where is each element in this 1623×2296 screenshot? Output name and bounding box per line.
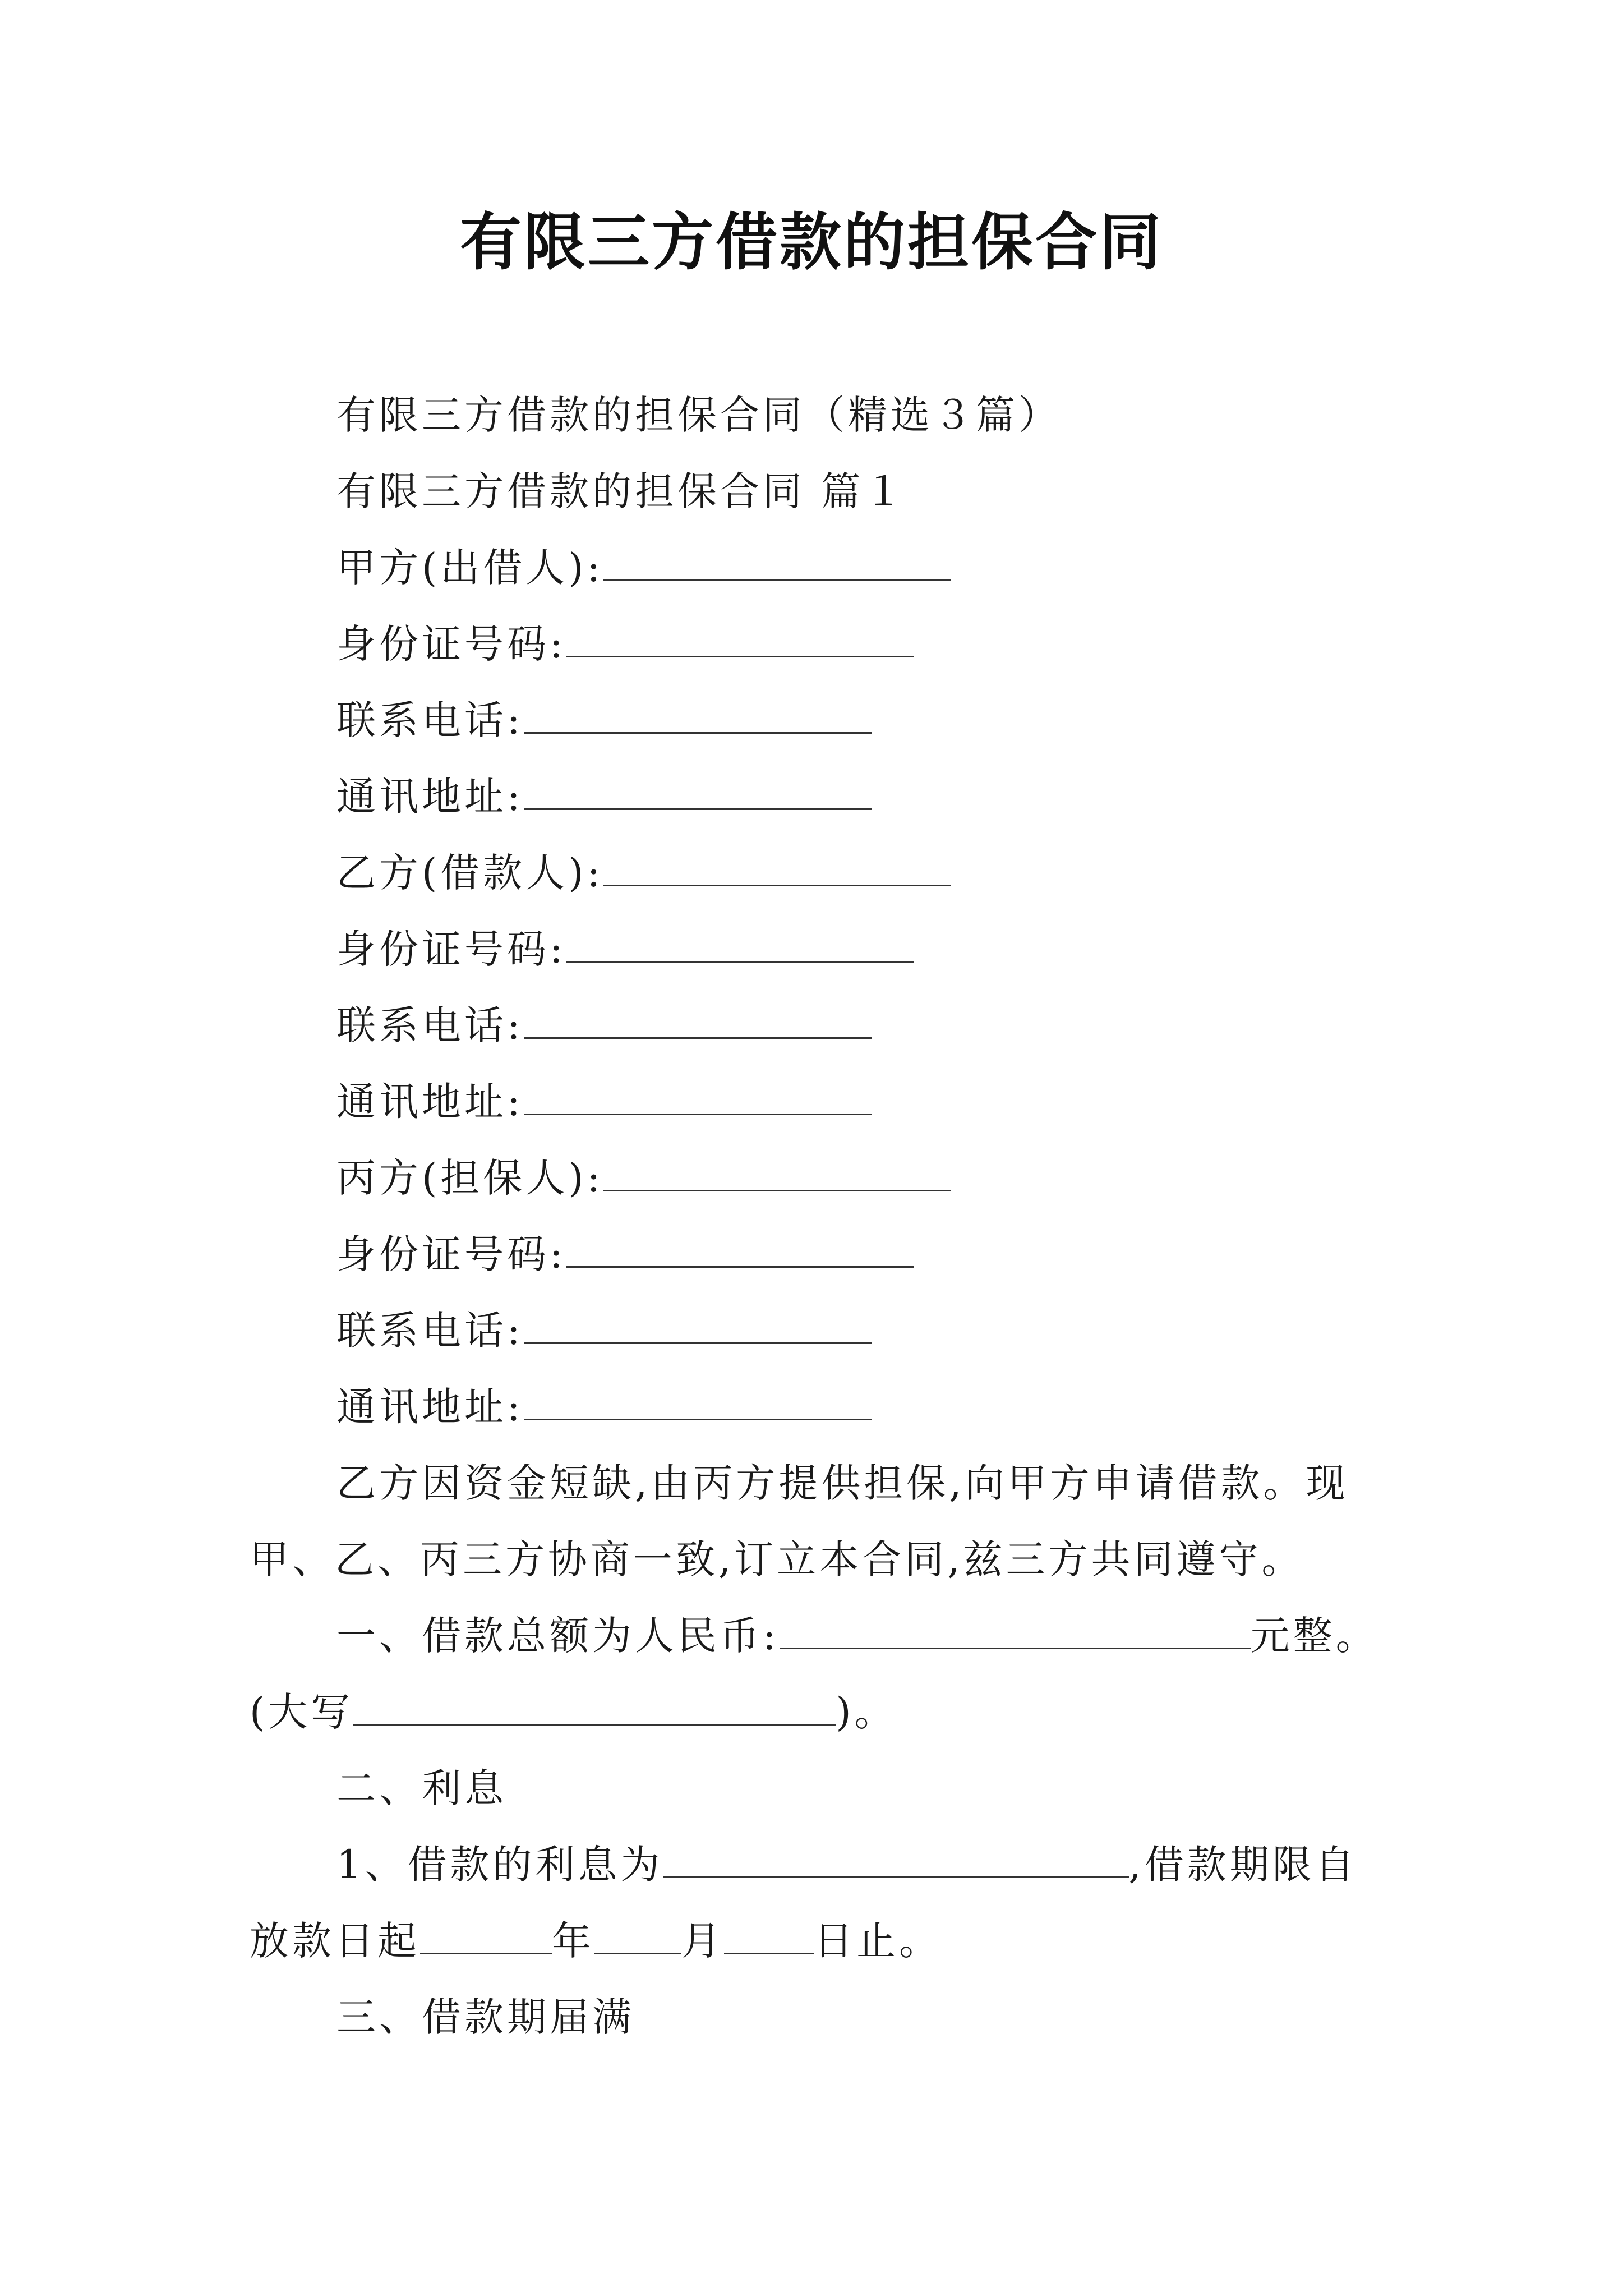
- section-heading: 有限三方借款的担保合同 篇１: [336, 468, 907, 514]
- month-label: 月: [681, 1918, 724, 1964]
- clause-2-item-1-prefix: 1、借款的利息为: [336, 1842, 663, 1888]
- intro-line-2: 甲、乙、丙三方协商一致,订立本合同,兹三方共同遵守。: [250, 1536, 1304, 1582]
- party-c-address-label: 通讯地址:: [336, 1384, 524, 1430]
- term-day-blank[interactable]: [724, 1913, 814, 1954]
- party-b-address-label: 通讯地址:: [336, 1079, 524, 1125]
- party-a-address-blank[interactable]: [524, 769, 872, 810]
- party-a-role-label: 甲方(出借人):: [336, 545, 604, 591]
- party-a-id-label: 身份证号码:: [336, 621, 566, 667]
- loan-amount-blank[interactable]: [780, 1608, 1251, 1649]
- party-c-phone-label: 联系电话:: [336, 1308, 524, 1354]
- party-a-id-blank[interactable]: [566, 616, 914, 657]
- clause-3-heading: 三、借款期届满: [336, 1994, 635, 2040]
- clause-1-cap-suffix: )。: [836, 1689, 897, 1735]
- clause-1-suffix: 元整。: [1250, 1613, 1378, 1659]
- year-label: 年: [552, 1918, 594, 1964]
- party-b-address-blank[interactable]: [524, 1074, 872, 1115]
- party-b-role-label: 乙方(借款人):: [336, 850, 604, 896]
- party-c-id-blank[interactable]: [566, 1227, 914, 1268]
- party-c-address-field[interactable]: [336, 1379, 872, 1435]
- clause-2-item-1[interactable]: [336, 1837, 1358, 1893]
- clause-1-cap-prefix: (大写: [250, 1689, 354, 1735]
- party-a-role-field[interactable]: [336, 540, 951, 596]
- document-title: 有限三方借款的担保合同: [460, 206, 1163, 278]
- party-c-phone-blank[interactable]: [524, 1303, 872, 1344]
- party-c-id-field[interactable]: [336, 1226, 914, 1282]
- party-b-role-field[interactable]: [336, 845, 951, 901]
- document-subtitle: 有限三方借款的担保合同（精选３篇）: [336, 392, 1061, 438]
- party-b-address-field[interactable]: [336, 1074, 872, 1130]
- party-b-id-label: 身份证号码:: [336, 926, 566, 972]
- clause-1-amount[interactable]: [336, 1608, 1378, 1664]
- party-b-name-blank[interactable]: [603, 845, 951, 886]
- party-a-phone-label: 联系电话:: [336, 697, 524, 743]
- term-year-blank[interactable]: [420, 1913, 552, 1954]
- party-c-role-field[interactable]: [336, 1150, 951, 1206]
- party-b-id-field[interactable]: [336, 921, 914, 977]
- party-a-id-field[interactable]: [336, 616, 914, 672]
- party-b-phone-blank[interactable]: [524, 998, 872, 1039]
- intro-line-1: 乙方因资金短缺,由丙方提供担保,向甲方申请借款。现: [336, 1460, 1349, 1506]
- party-a-address-label: 通讯地址:: [336, 774, 524, 820]
- clause-1-prefix: 一、借款总额为人民币:: [336, 1613, 780, 1659]
- clause-2-heading: 二、利息: [336, 1765, 507, 1811]
- party-a-phone-blank[interactable]: [524, 693, 872, 734]
- party-a-phone-field[interactable]: [336, 692, 872, 748]
- party-a-name-blank[interactable]: [603, 540, 951, 581]
- party-c-address-blank[interactable]: [524, 1379, 872, 1420]
- party-a-address-field[interactable]: [336, 769, 872, 825]
- term-month-blank[interactable]: [594, 1913, 681, 1954]
- party-b-phone-label: 联系电话:: [336, 1002, 524, 1048]
- clause-2-term-prefix: 放款日起: [250, 1918, 420, 1964]
- party-b-id-blank[interactable]: [566, 922, 914, 963]
- clause-1-capital[interactable]: [250, 1684, 897, 1740]
- party-c-name-blank[interactable]: [603, 1151, 951, 1191]
- party-c-phone-field[interactable]: [336, 1303, 872, 1359]
- clause-2-term[interactable]: [250, 1913, 942, 1969]
- loan-amount-capital-blank[interactable]: [353, 1685, 836, 1726]
- day-label: 日止。: [814, 1918, 942, 1964]
- interest-rate-blank[interactable]: [663, 1837, 1129, 1878]
- clause-2-item-1-suffix: ,借款期限自: [1128, 1842, 1358, 1888]
- party-c-id-label: 身份证号码:: [336, 1231, 566, 1277]
- party-b-phone-field[interactable]: [336, 997, 872, 1053]
- party-c-role-label: 丙方(担保人):: [336, 1155, 604, 1201]
